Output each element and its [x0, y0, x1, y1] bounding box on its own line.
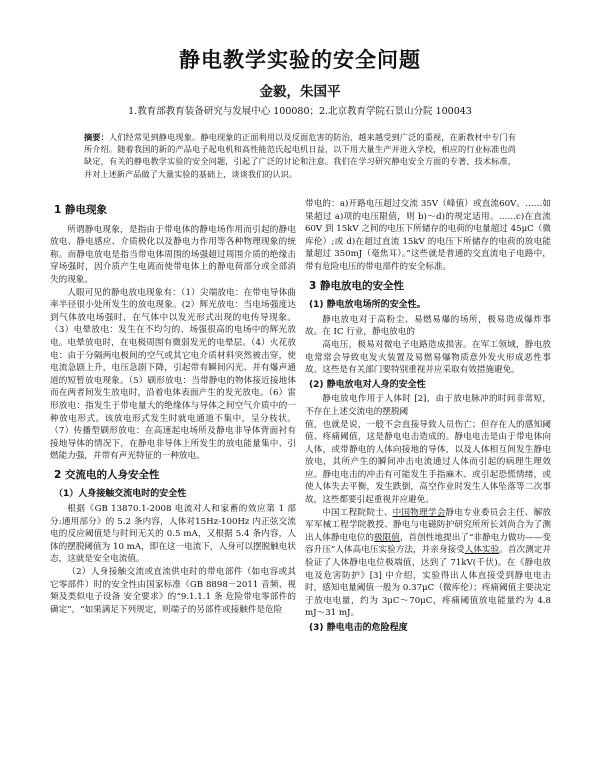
- abstract-label: 摘要：: [84, 132, 109, 142]
- section-3-subheading-2: (2) 静电放电对人身的安全性: [309, 379, 426, 390]
- link-limit-value[interactable]: 极限值: [374, 532, 400, 543]
- link-chinese-physical-society[interactable]: 中国物理学会: [392, 507, 446, 518]
- right-column: [305, 198, 551, 754]
- section-3-subheading-1: (1) 静电放电场所的安全性。: [309, 300, 426, 311]
- section-1-paragraph-2: 人眼可见的静电放电现象有：（1）尖端放电：在带电导体曲率半径很小处所发生的放电现象。(2）辉光放电：当电场强度达到气体放电场强时，在气体中以发光形式出现的电传导现象。（3）电晕放电：发生在不均匀的、场强很高的电场中的辉光放电。电晕放电时，在电极周围有微弱发光的电晕层。（4）火花放电：由于分隔两电极间的空气或其它电介质材料突然被击穿，使电流急剧上升，电压急剧下降，引起带有瞬间闪光、并有爆声通道的短暂放电现象。（5）刷形放电：当带静电的物体接近接地体而在两者间发生放电时，沿着电体表面产生的发光放电。（6）雷形放电：指发生于带电量大的绝缘体与导体之间空气介质中的一种放电形式。该放电形式发生时就电通道不集中，呈分枝状。（7）传播型刷形放电：在高速起电场所及静电非导体背面衬有接地导体的情况下，在静电非导体上所发生的放电能量集中、引燃能力强，并带有声光特征的一种放电。: [50, 287, 296, 462]
- abstract-text: 人们经常见到静电现象。静电现象的正面利用以及反面危害的防治，越来越受到广泛的重视，在新教材中专门有所介绍。随着我国的新的产品电子起电机和高性能范氏起电机日益，以下用大量生产并进入学校，相应的行业标准也尚缺定，有关的静电教学实验的安全问题，引起了广泛的讨论和注意。我们在学习研究静电安全方面的专著、技术标准，并对上述新产品做了大量实验的基础上，谈谈我们的认识。: [84, 132, 516, 179]
- section-2-paragraph-1: 根据《GB 13870.1-2008 电流对人和家畜的效应第 1 部分:通用部分》的 5.2 条内容，人体对15Hz-100Hz 内正弦交流电的反应阈值是与时间无关的 0.5 mA，又根据 5.4 条内容，人体的摆脱阈值为 10 mA，即在这一电流下，人身可以摆脱触电状态，这就是安全电流值。: [50, 504, 296, 565]
- section-2-subheading-1: （1）人身接触交流电时的安全性: [54, 489, 187, 500]
- section-3-paragraph-3: 静电放电作用于人体时 [2]，由于放电脉冲的时间非常短，不存在上述交流电的摆脱阈: [305, 394, 551, 417]
- section-3-p5-text-d: 。首次测定并验证了人体静电电位极端值，达到了 71kV(千伏)。在《静电放电及危害防护》[3] 中介绍，实验得出人体直接受到静电电击时，感知电量阈值一般为 0.37μC（微库伦）；疼痛阈值主要决定于放电电量，约为 3μC～70μC，疼痛阈值放电能量约为 4.8 mJ～31 mJ。: [305, 545, 551, 619]
- section-3-paragraph-1: 静电放电对于高粉尘、易燃易爆的场所，极易造成爆炸事故。在 IC 行业，静电放电的: [305, 314, 551, 338]
- link-human-experiment[interactable]: 人体实验: [464, 545, 500, 556]
- left-column: [50, 198, 296, 754]
- paper-title: 静电教学实验的安全问题: [179, 48, 421, 72]
- section-3-p5-text-c: ，首创性地提出了“非静电力做功——变容升压”人体高电压实验方法，并亲身接受: [305, 532, 551, 556]
- section-2-paragraph-3: 带电的：a)开路电压超过交流 35V（峰值）或直流60V。……如果超过 a)项的电压限值，则 b)～d)的规定适用。……c)在直流 60V 到 15kV 之间的电压下所储存的电荷的电量超过 45μC（微库伦）;或 d)在超过直流 15kV 的电压下所储存的电荷的放电能量超过 350mJ（毫焦耳）。”这些就是普通的交直流电子电路中，带有危险电压的带电部件的安全标准。: [305, 199, 551, 272]
- abstract: [84, 131, 516, 180]
- section-3-heading: 3 静电放电的安全性: [309, 279, 404, 292]
- section-3-paragraph-2: 高电压，极易对微电子电路造成损害。在军工领域，静电放电常常会导致电发火装置及易燃易爆物质意外发火形成恶性事故。这些是有关部门要特别重视并应采取有效措施避免。: [305, 339, 551, 376]
- paper-authors: 金毅，朱国平: [259, 84, 341, 100]
- section-1-paragraph-1: 所谓静电现象，是指由于带电体的静电场作用而引起的静电放电、静电感应、介质极化以及静电力作用等各种物理现象的统称。而静电放电是指当带电体周围的场强超过周围介质的绝缘击穿场强时，因介质产生电离而使带电体上的静电荷部分或全部消失的现象。: [50, 224, 296, 285]
- paper-affiliation: 1.教育部教育装备研究与发展中心 100080；2.北京教育学院石景山分院 100043: [128, 106, 472, 117]
- section-3-paragraph-5: [305, 507, 551, 620]
- section-2-paragraph-2: （2）人身接触交流或直流供电时的带电部件（如电容或其它零部件）时的安全性由国家标准《GB 8898－2011 音频、视频及类似电子设备 安全要求》的“9.1.1.1 条 危险带电零部件的确定”，“如果满足下列规定，则端子的另部件或接触件是危险: [50, 567, 296, 615]
- section-3-paragraph-4: 值，也就是说，一般不会直接导致人员伤亡；但存在人的感知阈值、疼痛阈值，这是静电电击造成的。静电电击是由于带电体向人体，或带静电的人体向接地的导体，以及人体相互间发生静电放电，其所产生的瞬间冲击电流通过人体而引起的病理生理效应。静电电击的冲击有可能发生手指麻木、或引起恐慌情绪，或使人体失去平衡，发生跌倒，高空作业时发生人体坠落等二次事故，这些都要引起重视并应避免。: [305, 419, 551, 506]
- section-1-heading: 1 静电现象: [54, 204, 107, 216]
- section-2-heading: 2 交流电的人身安全性: [54, 468, 160, 481]
- section-3-p5-text-a: 中国工程院院士、: [322, 507, 393, 518]
- section-3-subheading-3: (3) 静电电击的危险程度: [309, 623, 408, 633]
- section-3-p5-text-b: 静电专业委员会主任、解放军军械工程学院教授、静电与电磁防护研究所所长刘尚合为了测出人体静电电位的: [305, 507, 551, 543]
